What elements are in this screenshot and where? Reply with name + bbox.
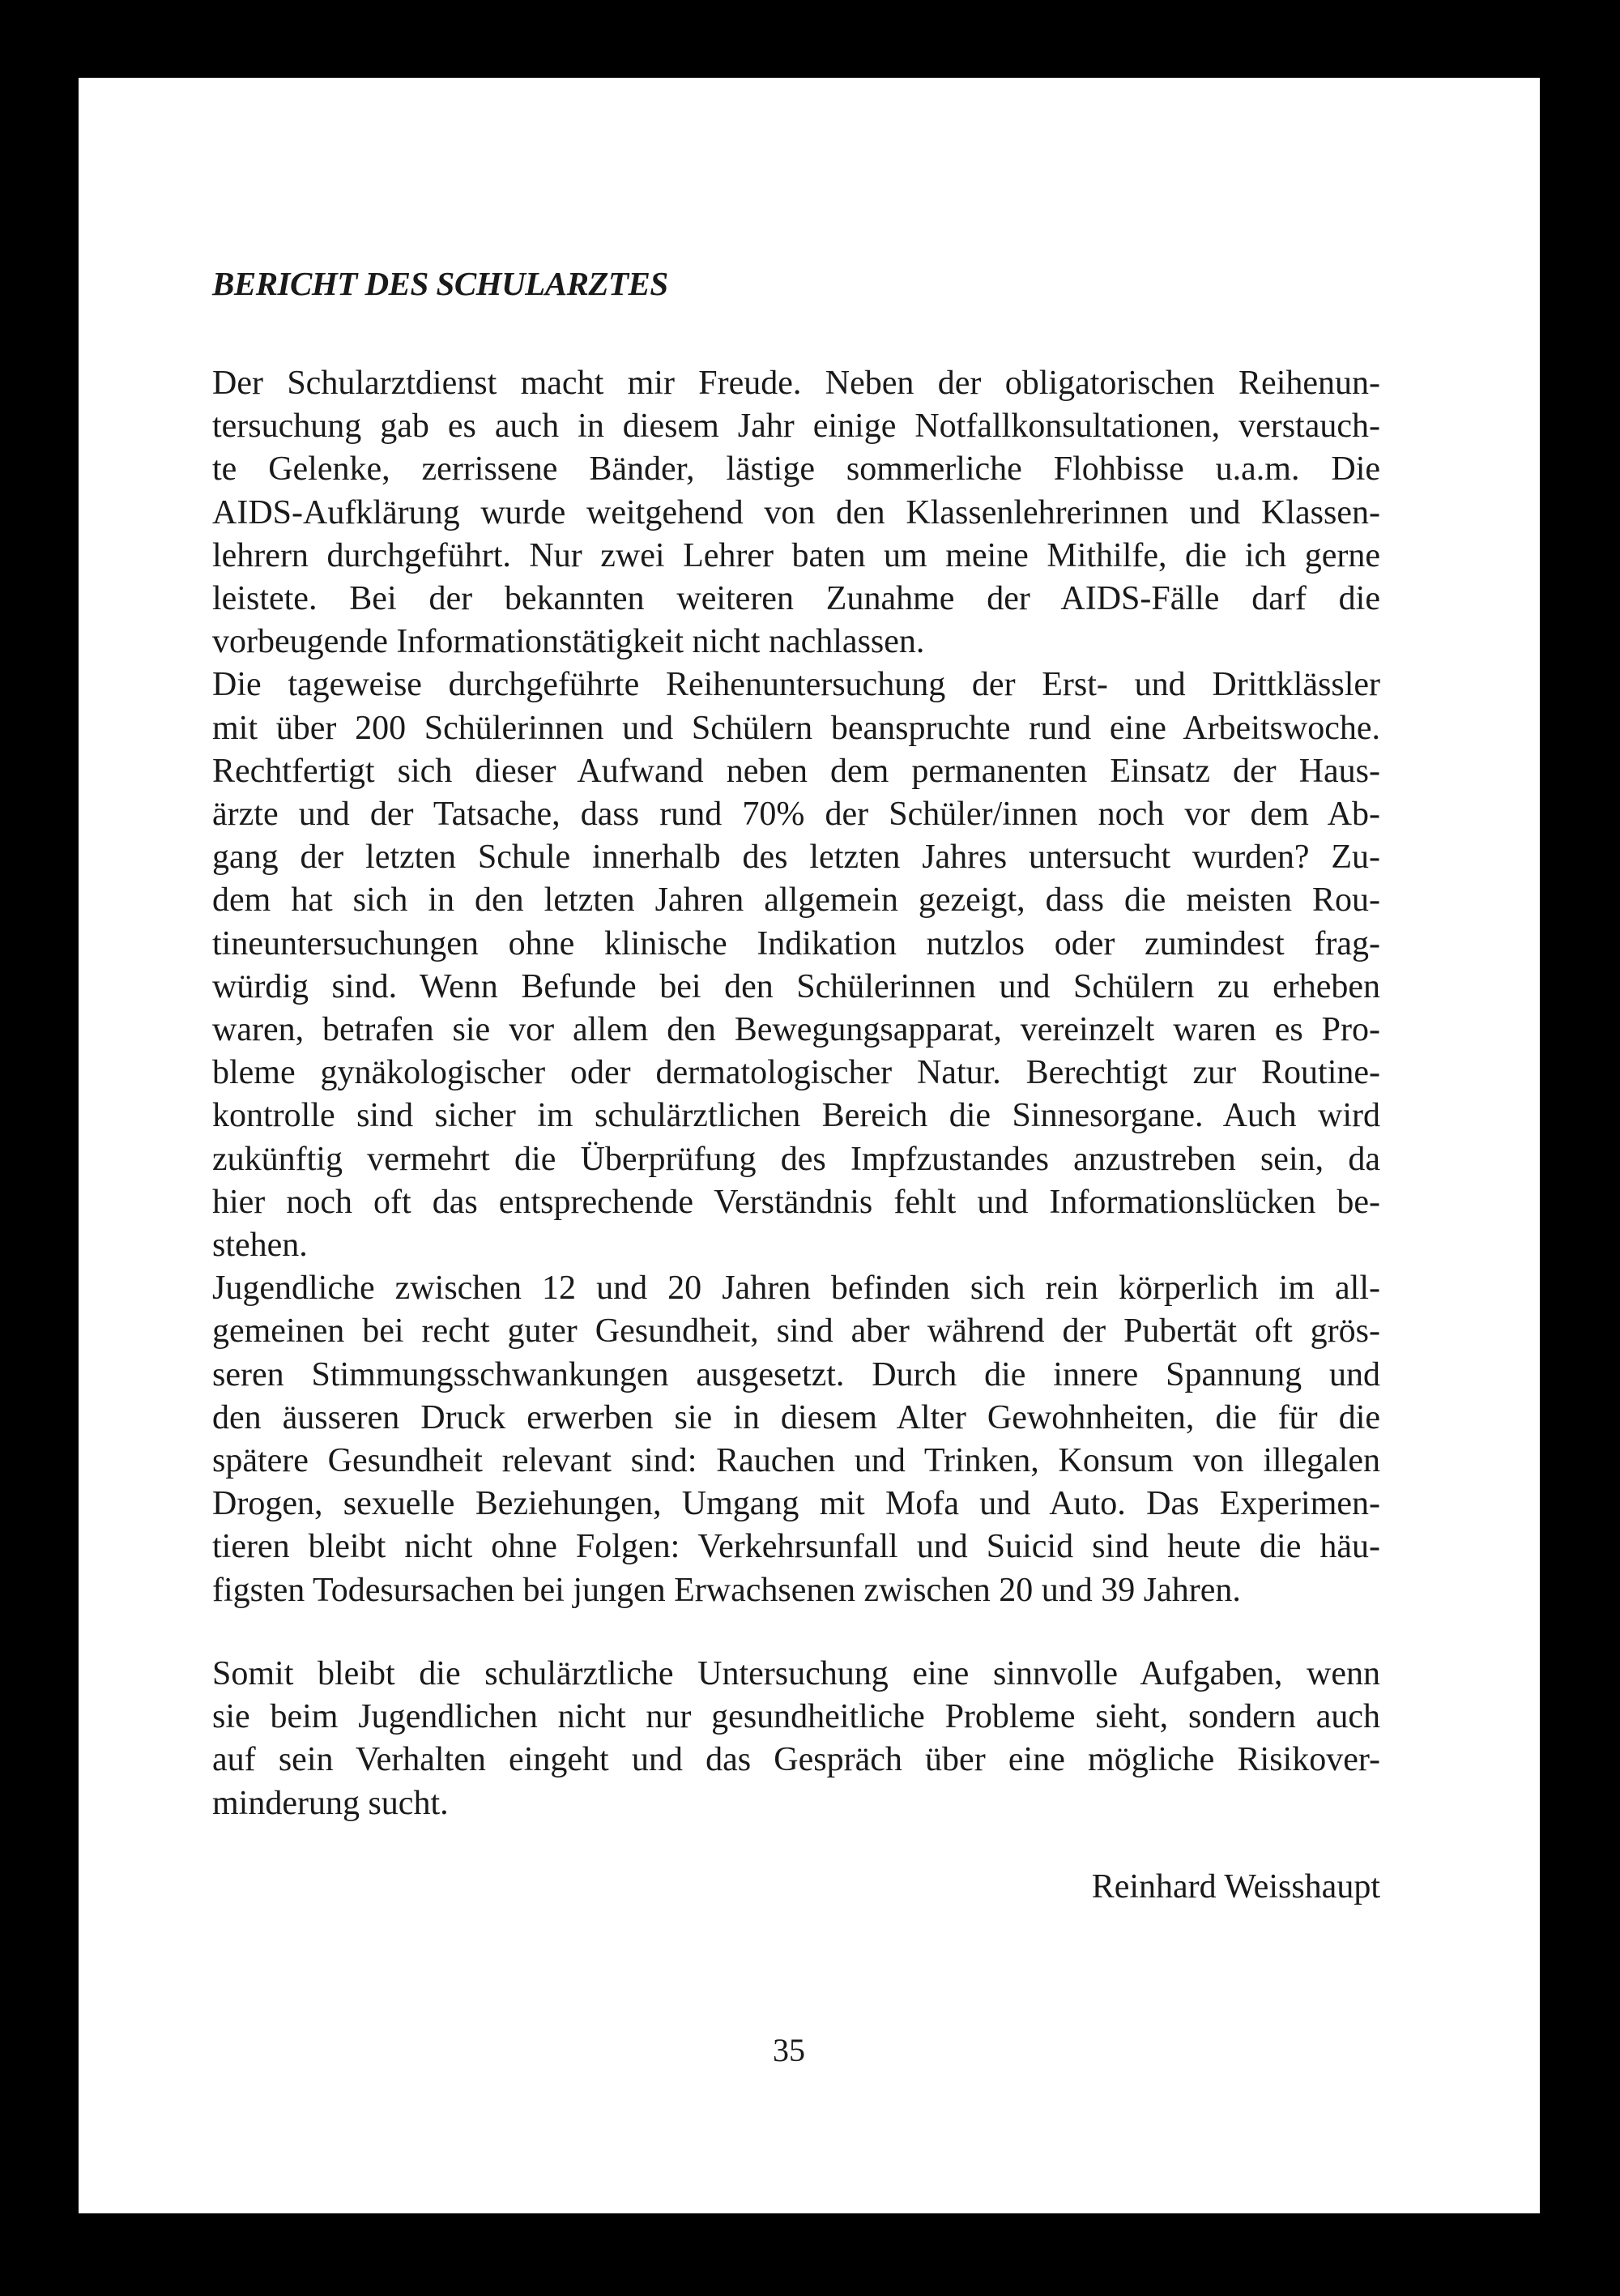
text-line: Die tageweise durchgeführte Reihenuntersuchung der Erst- und Drittklässler <box>212 666 1380 704</box>
text-line: figsten Todesursachen bei jungen Erwachsenen zwischen 20 und 39 Jahren. <box>212 1571 1241 1609</box>
text-line: leistete. Bei der bekannten weiteren Zunahme der AIDS-Fälle darf die <box>212 580 1380 618</box>
text-line: mit über 200 Schülerinnen und Schülern beanspruchte rund eine Arbeitswoche. <box>212 709 1380 747</box>
text-line: Rechtfertigt sich dieser Aufwand neben dem permanenten Einsatz der Haus- <box>212 752 1380 790</box>
text-line: Drogen, sexuelle Beziehungen, Umgang mit Mofa und Auto. Das Experimen- <box>212 1485 1380 1523</box>
text-line: würdig sind. Wenn Befunde bei den Schülerinnen und Schülern zu erheben <box>212 967 1380 1005</box>
paragraph-gap <box>212 1612 1380 1653</box>
page-number: 35 <box>773 2032 805 2068</box>
text-line: gemeinen bei recht guter Gesundheit, sind aber während der Pubertät oft grös- <box>212 1312 1380 1351</box>
text-line: tineuntersuchungen ohne klinische Indikation nutzlos oder zumindest frag- <box>212 924 1380 962</box>
text-line: te Gelenke, zerrissene Bänder, lästige sommerliche Flohbisse u.a.m. Die <box>212 450 1380 489</box>
text-line: ärzte und der Tatsache, dass rund 70% der Schüler/innen noch vor dem Ab- <box>212 796 1380 834</box>
text-line: spätere Gesundheit relevant sind: Rauchen und Trinken, Konsum von illegalen <box>212 1442 1380 1480</box>
paragraph <box>212 664 1380 1267</box>
text-line: tieren bleibt nicht ohne Folgen: Verkehrsunfall und Suicid sind heute die häu- <box>212 1528 1380 1566</box>
text-line: lehrern durchgeführt. Nur zwei Lehrer baten um meine Mithilfe, die ich gerne <box>212 536 1380 574</box>
text-line: auf sein Verhalten eingeht und das Gespräch über eine mögliche Risikover- <box>212 1741 1380 1779</box>
text-line: kontrolle sind sicher im schulärztlichen Bereich die Sinnesorgane. Auch wird <box>212 1097 1380 1135</box>
text-line: dem hat sich in den letzten Jahren allgemein gezeigt, dass die meisten Rou- <box>212 881 1380 920</box>
author-signature: Reinhard Weisshaupt <box>1091 1868 1380 1906</box>
report-body <box>212 362 1380 1825</box>
paragraph <box>212 1267 1380 1612</box>
text-line: seren Stimmungsschwankungen ausgesetzt. Durch die innere Spannung und <box>212 1355 1380 1393</box>
paragraph <box>212 1653 1380 1825</box>
document-page <box>79 78 1540 2213</box>
report-title: BERICHT DES SCHULARZTES <box>212 265 668 302</box>
text-line: tersuchung gab es auch in diesem Jahr einige Notfallkonsultationen, verstauch- <box>212 408 1380 446</box>
text-line: bleme gynäkologischer oder dermatologischer Natur. Berechtigt zur Routine- <box>212 1054 1380 1092</box>
text-line: hier noch oft das entsprechende Verständnis fehlt und Informationslücken be- <box>212 1183 1380 1221</box>
text-line: vorbeugende Informationstätigkeit nicht nachlassen. <box>212 623 925 661</box>
paragraph <box>212 362 1380 664</box>
text-line: waren, betrafen sie vor allem den Bewegungsapparat, vereinzelt waren es Pro- <box>212 1011 1380 1049</box>
text-line: minderung sucht. <box>212 1784 449 1822</box>
text-line: Jugendliche zwischen 12 und 20 Jahren befinden sich rein körperlich im all- <box>212 1270 1380 1308</box>
text-line: Somit bleibt die schulärztliche Untersuchung eine sinnvolle Aufgaben, wenn <box>212 1654 1380 1692</box>
text-line: den äusseren Druck erwerben sie in diesem Alter Gewohnheiten, die für die <box>212 1398 1380 1436</box>
text-line: Der Schularztdienst macht mir Freude. Neben der obligatorischen Reihenun- <box>212 365 1380 402</box>
text-line: AIDS-Aufklärung wurde weitgehend von den Klassenlehrerinnen und Klassen- <box>212 493 1380 531</box>
text-line: gang der letzten Schule innerhalb des letzten Jahres untersucht wurden? Zu- <box>212 839 1380 877</box>
text-line: stehen. <box>212 1227 308 1265</box>
text-line: sie beim Jugendlichen nicht nur gesundheitliche Probleme sieht, sondern auch <box>212 1698 1380 1736</box>
text-line: zukünftig vermehrt die Überprüfung des Impfzustandes anzustreben sein, da <box>212 1140 1380 1178</box>
